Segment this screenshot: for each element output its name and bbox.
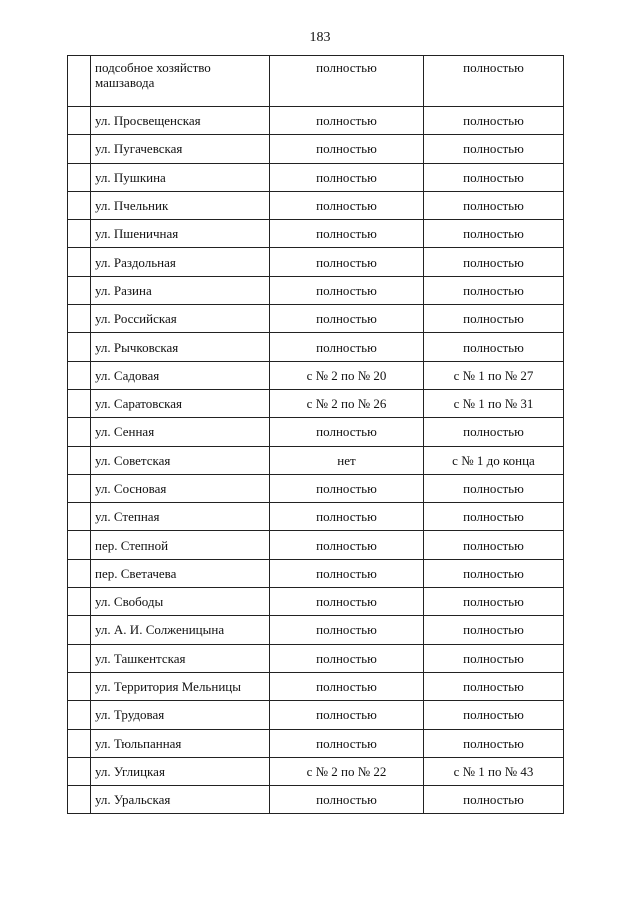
odd-houses-cell: полностью <box>424 672 564 700</box>
row-index-cell <box>68 56 91 107</box>
even-houses-cell: полностью <box>270 474 424 502</box>
odd-houses-cell: с № 1 по № 31 <box>424 389 564 417</box>
even-houses-cell: полностью <box>270 672 424 700</box>
even-houses-cell: с № 2 по № 22 <box>270 757 424 785</box>
table-row <box>68 389 564 417</box>
street-name-cell: ул. Свободы <box>91 588 270 616</box>
table-row <box>68 248 564 276</box>
table-row <box>68 672 564 700</box>
street-name-cell: ул. Территория Мельницы <box>91 672 270 700</box>
odd-houses-cell: с № 1 до конца <box>424 446 564 474</box>
row-index-cell <box>68 220 91 248</box>
even-houses-cell: полностью <box>270 701 424 729</box>
odd-houses-cell: полностью <box>424 191 564 219</box>
street-name-cell: ул. Раздольная <box>91 248 270 276</box>
row-index-cell <box>68 757 91 785</box>
row-index-cell <box>68 729 91 757</box>
row-index-cell <box>68 418 91 446</box>
table-row <box>68 701 564 729</box>
even-houses-cell: полностью <box>270 220 424 248</box>
odd-houses-cell: полностью <box>424 333 564 361</box>
even-houses-cell: нет <box>270 446 424 474</box>
streets-table <box>67 55 564 814</box>
table-row <box>68 191 564 219</box>
table-row <box>68 559 564 587</box>
street-name-cell: ул. Пушкина <box>91 163 270 191</box>
street-name-cell: ул. Углицкая <box>91 757 270 785</box>
table-row <box>68 729 564 757</box>
even-houses-cell: полностью <box>270 333 424 361</box>
even-houses-cell: полностью <box>270 191 424 219</box>
table-row <box>68 163 564 191</box>
row-index-cell <box>68 474 91 502</box>
table-row <box>68 786 564 814</box>
row-index-cell <box>68 559 91 587</box>
table-row <box>68 418 564 446</box>
even-houses-cell: полностью <box>270 588 424 616</box>
odd-houses-cell: полностью <box>424 559 564 587</box>
table-row <box>68 107 564 135</box>
odd-houses-cell: полностью <box>424 248 564 276</box>
even-houses-cell: с № 2 по № 20 <box>270 361 424 389</box>
street-name-cell: ул. Тюльпанная <box>91 729 270 757</box>
street-name-cell: ул. Российская <box>91 305 270 333</box>
odd-houses-cell: полностью <box>424 786 564 814</box>
page-number: 183 <box>309 30 331 45</box>
row-index-cell <box>68 107 91 135</box>
table-row <box>68 644 564 672</box>
street-name-cell: ул. Сосновая <box>91 474 270 502</box>
row-index-cell <box>68 701 91 729</box>
row-index-cell <box>68 786 91 814</box>
odd-houses-cell: полностью <box>424 701 564 729</box>
row-index-cell <box>68 389 91 417</box>
table-row <box>68 531 564 559</box>
row-index-cell <box>68 503 91 531</box>
street-name-cell: ул. Пшеничная <box>91 220 270 248</box>
odd-houses-cell: полностью <box>424 107 564 135</box>
odd-houses-cell: полностью <box>424 474 564 502</box>
row-index-cell <box>68 616 91 644</box>
odd-houses-cell: полностью <box>424 503 564 531</box>
table-row <box>68 446 564 474</box>
even-houses-cell: полностью <box>270 559 424 587</box>
odd-houses-cell: полностью <box>424 220 564 248</box>
even-houses-cell: полностью <box>270 644 424 672</box>
table-body <box>68 56 564 814</box>
street-name-cell: ул. Садовая <box>91 361 270 389</box>
even-houses-cell: полностью <box>270 135 424 163</box>
row-index-cell <box>68 446 91 474</box>
odd-houses-cell: полностью <box>424 729 564 757</box>
row-index-cell <box>68 135 91 163</box>
street-name-cell: пер. Светачева <box>91 559 270 587</box>
odd-houses-cell: полностью <box>424 588 564 616</box>
street-name-cell: ул. Советская <box>91 446 270 474</box>
row-index-cell <box>68 305 91 333</box>
street-name-cell: ул. Рычковская <box>91 333 270 361</box>
street-name-cell: ул. Ташкентская <box>91 644 270 672</box>
table-row <box>68 135 564 163</box>
table-row <box>68 333 564 361</box>
street-name-cell: ул. Саратовская <box>91 389 270 417</box>
table-row <box>68 757 564 785</box>
row-index-cell <box>68 333 91 361</box>
row-index-cell <box>68 163 91 191</box>
street-name-cell: ул. Степная <box>91 503 270 531</box>
table-row <box>68 616 564 644</box>
even-houses-cell: полностью <box>270 305 424 333</box>
street-name-cell: ул. Пчельник <box>91 191 270 219</box>
street-name-cell: ул. Разина <box>91 276 270 304</box>
odd-houses-cell: полностью <box>424 135 564 163</box>
even-houses-cell: полностью <box>270 107 424 135</box>
even-houses-cell: полностью <box>270 163 424 191</box>
street-name-cell: ул. Уральская <box>91 786 270 814</box>
table-row <box>68 56 564 107</box>
odd-houses-cell: с № 1 по № 43 <box>424 757 564 785</box>
street-name-cell: ул. Пугачевская <box>91 135 270 163</box>
odd-houses-cell: полностью <box>424 531 564 559</box>
table-row <box>68 474 564 502</box>
row-index-cell <box>68 191 91 219</box>
street-name-cell: ул. А. И. Солженицына <box>91 616 270 644</box>
even-houses-cell: полностью <box>270 276 424 304</box>
table-row <box>68 305 564 333</box>
street-name-cell: пер. Степной <box>91 531 270 559</box>
even-houses-cell: полностью <box>270 248 424 276</box>
street-name-cell: подсобное хозяйство машзавода <box>91 56 270 107</box>
even-houses-cell: полностью <box>270 729 424 757</box>
even-houses-cell: полностью <box>270 616 424 644</box>
odd-houses-cell: полностью <box>424 305 564 333</box>
table-row <box>68 220 564 248</box>
even-houses-cell: полностью <box>270 56 424 107</box>
row-index-cell <box>68 531 91 559</box>
table-row <box>68 276 564 304</box>
even-houses-cell: полностью <box>270 503 424 531</box>
row-index-cell <box>68 248 91 276</box>
even-houses-cell: полностью <box>270 531 424 559</box>
table-row <box>68 503 564 531</box>
street-name-cell: ул. Просвещенская <box>91 107 270 135</box>
odd-houses-cell: полностью <box>424 644 564 672</box>
odd-houses-cell: полностью <box>424 276 564 304</box>
odd-houses-cell: полностью <box>424 56 564 107</box>
row-index-cell <box>68 672 91 700</box>
row-index-cell <box>68 276 91 304</box>
street-name-cell: ул. Трудовая <box>91 701 270 729</box>
row-index-cell <box>68 644 91 672</box>
odd-houses-cell: полностью <box>424 418 564 446</box>
even-houses-cell: полностью <box>270 786 424 814</box>
table-row <box>68 361 564 389</box>
even-houses-cell: полностью <box>270 418 424 446</box>
odd-houses-cell: с № 1 по № 27 <box>424 361 564 389</box>
table-row <box>68 588 564 616</box>
odd-houses-cell: полностью <box>424 616 564 644</box>
row-index-cell <box>68 588 91 616</box>
street-name-cell: ул. Сенная <box>91 418 270 446</box>
odd-houses-cell: полностью <box>424 163 564 191</box>
row-index-cell <box>68 361 91 389</box>
even-houses-cell: с № 2 по № 26 <box>270 389 424 417</box>
